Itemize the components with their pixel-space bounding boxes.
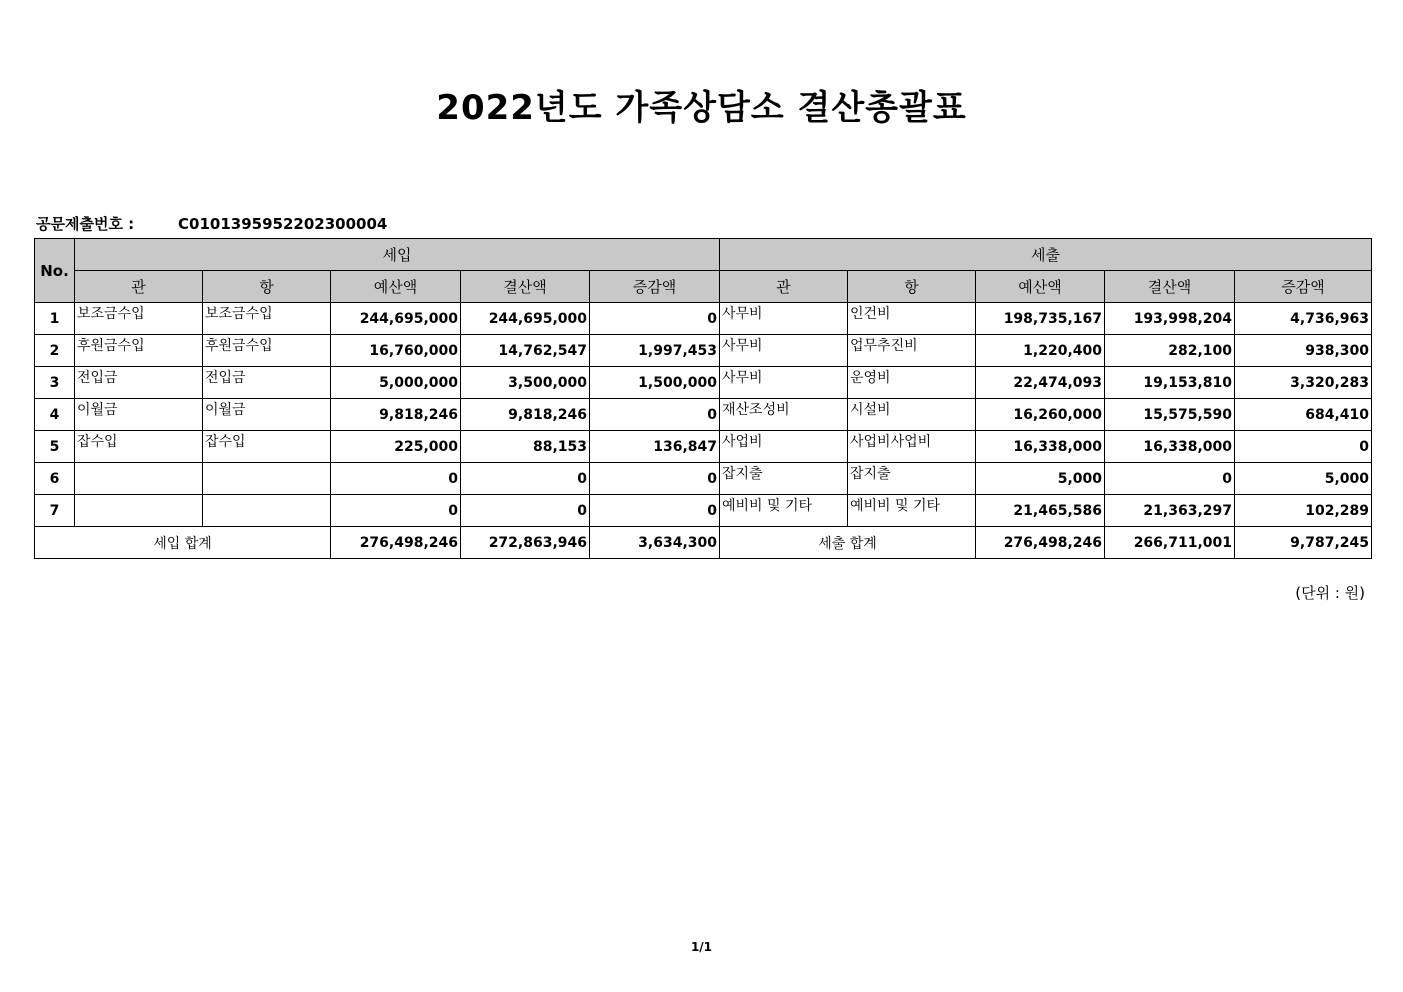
income-total-label: 세입 합계 [35,527,331,559]
header-income-budget: 예산액 [331,271,461,303]
expense-hang: 잡지출 [848,463,976,495]
table-row [35,367,1372,399]
doc-number-value: C0101395952202300004 [178,215,388,233]
expense-total-budget: 276,498,246 [976,527,1105,559]
row-no: 2 [35,335,75,367]
expense-total-diff: 9,787,245 [1235,527,1372,559]
income-settled: 14,762,547 [461,335,590,367]
income-total-diff: 3,634,300 [590,527,720,559]
unit-note: (단위 : 원) [1295,584,1365,602]
header-expense-diff: 증감액 [1235,271,1372,303]
row-no: 1 [35,303,75,335]
income-diff: 1,997,453 [590,335,720,367]
income-total-budget: 276,498,246 [331,527,461,559]
doc-number [36,213,387,234]
income-gwan: 이월금 [75,399,203,431]
expense-diff: 3,320,283 [1235,367,1372,399]
expense-gwan: 사무비 [720,303,848,335]
table-row [35,463,1372,495]
expense-gwan: 예비비 및 기타 [720,495,848,527]
table-row [35,399,1372,431]
income-settled: 0 [461,463,590,495]
table-row [35,303,1372,335]
income-diff: 0 [590,303,720,335]
income-gwan: 보조금수입 [75,303,203,335]
income-gwan: 전입금 [75,367,203,399]
income-budget: 225,000 [331,431,461,463]
expense-hang: 업무추진비 [848,335,976,367]
expense-diff: 684,410 [1235,399,1372,431]
income-gwan: 후원금수입 [75,335,203,367]
income-hang: 잡수입 [203,431,331,463]
income-gwan [75,463,203,495]
expense-gwan: 재산조성비 [720,399,848,431]
expense-diff: 0 [1235,431,1372,463]
income-settled: 244,695,000 [461,303,590,335]
expense-hang: 시설비 [848,399,976,431]
expense-budget: 16,338,000 [976,431,1105,463]
income-hang: 후원금수입 [203,335,331,367]
row-no: 6 [35,463,75,495]
income-diff: 1,500,000 [590,367,720,399]
income-hang: 보조금수입 [203,303,331,335]
income-budget: 5,000,000 [331,367,461,399]
header-income-diff: 증감액 [590,271,720,303]
doc-number-label: 공문제출번호 : [36,215,135,233]
expense-gwan: 사무비 [720,367,848,399]
expense-settled: 15,575,590 [1105,399,1235,431]
table-row [35,335,1372,367]
row-no: 5 [35,431,75,463]
row-no: 4 [35,399,75,431]
totals-row [35,527,1372,559]
expense-gwan: 사업비 [720,431,848,463]
income-budget: 0 [331,495,461,527]
income-diff: 0 [590,463,720,495]
income-settled: 9,818,246 [461,399,590,431]
income-hang: 이월금 [203,399,331,431]
page-title: 2022년도 가족상담소 결산총괄표 [436,88,967,128]
income-gwan [75,495,203,527]
header-no: No. [35,239,75,303]
income-budget: 9,818,246 [331,399,461,431]
header-income-gwan: 관 [75,271,203,303]
expense-budget: 5,000 [976,463,1105,495]
expense-settled: 0 [1105,463,1235,495]
expense-total-label: 세출 합계 [720,527,976,559]
income-settled: 0 [461,495,590,527]
expense-settled: 282,100 [1105,335,1235,367]
header-expense-settled: 결산액 [1105,271,1235,303]
expense-diff: 4,736,963 [1235,303,1372,335]
expense-budget: 22,474,093 [976,367,1105,399]
expense-gwan: 사무비 [720,335,848,367]
income-budget: 0 [331,463,461,495]
expense-total-settled: 266,711,001 [1105,527,1235,559]
income-settled: 88,153 [461,431,590,463]
income-hang [203,495,331,527]
expense-hang: 인건비 [848,303,976,335]
income-diff: 136,847 [590,431,720,463]
header-expense-hang: 항 [848,271,976,303]
income-diff: 0 [590,495,720,527]
table-row [35,431,1372,463]
header-income: 세입 [75,239,720,271]
income-gwan: 잡수입 [75,431,203,463]
page-number: 1/1 [690,940,713,954]
expense-gwan: 잡지출 [720,463,848,495]
header-expense-budget: 예산액 [976,271,1105,303]
expense-budget: 198,735,167 [976,303,1105,335]
income-settled: 3,500,000 [461,367,590,399]
income-total-settled: 272,863,946 [461,527,590,559]
expense-settled: 21,363,297 [1105,495,1235,527]
expense-hang: 운영비 [848,367,976,399]
expense-budget: 16,260,000 [976,399,1105,431]
table-row [35,495,1372,527]
income-budget: 244,695,000 [331,303,461,335]
income-budget: 16,760,000 [331,335,461,367]
expense-settled: 16,338,000 [1105,431,1235,463]
income-hang: 전입금 [203,367,331,399]
expense-diff: 102,289 [1235,495,1372,527]
expense-settled: 193,998,204 [1105,303,1235,335]
expense-budget: 21,465,586 [976,495,1105,527]
row-no: 3 [35,367,75,399]
expense-diff: 938,300 [1235,335,1372,367]
income-diff: 0 [590,399,720,431]
settlement-table [34,238,1372,559]
expense-budget: 1,220,400 [976,335,1105,367]
row-no: 7 [35,495,75,527]
header-income-settled: 결산액 [461,271,590,303]
expense-hang: 사업비사업비 [848,431,976,463]
header-expense-gwan: 관 [720,271,848,303]
header-income-hang: 항 [203,271,331,303]
expense-diff: 5,000 [1235,463,1372,495]
expense-hang: 예비비 및 기타 [848,495,976,527]
income-hang [203,463,331,495]
expense-settled: 19,153,810 [1105,367,1235,399]
header-expense: 세출 [720,239,1372,271]
